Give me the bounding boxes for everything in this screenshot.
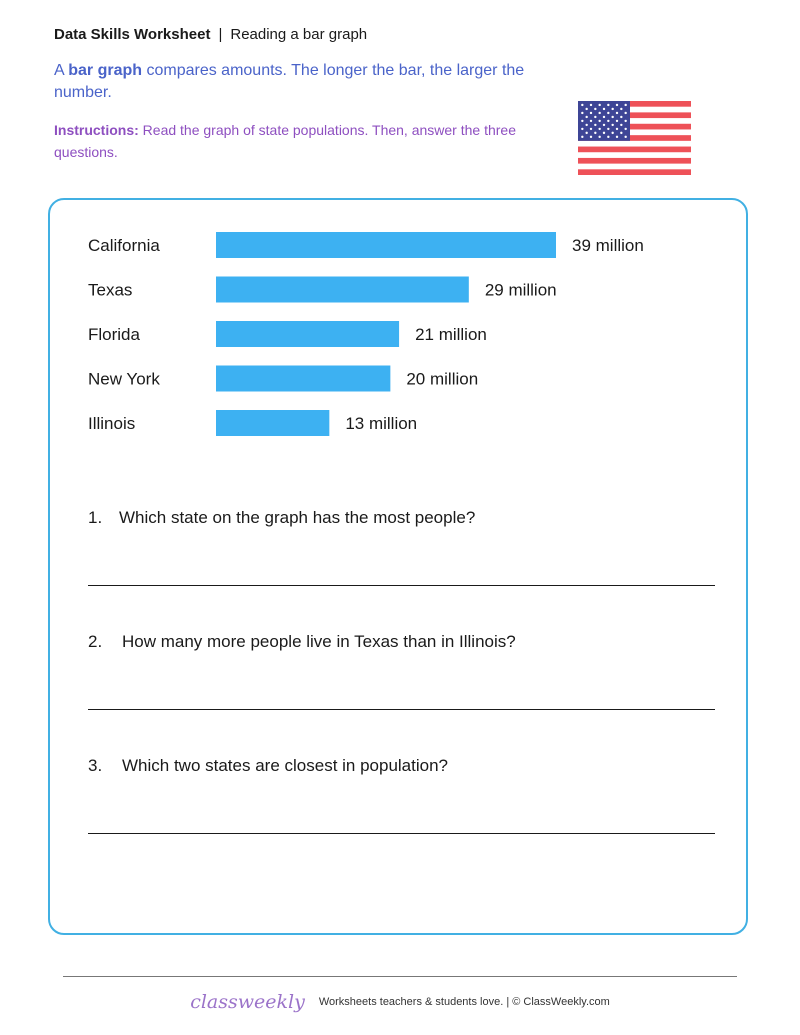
value-label: 29 million (484, 280, 557, 300)
category-label: California (88, 236, 160, 255)
flag-canton (578, 101, 630, 141)
flag-star (603, 132, 605, 134)
flag-star (581, 136, 583, 138)
flag-star (590, 112, 592, 114)
instructions-body: Read the graph of state populations. Then, answer the three questions. (54, 122, 516, 160)
flag-star (598, 104, 600, 106)
flag-star (594, 124, 596, 126)
flag-star (581, 112, 583, 114)
flag-star (611, 124, 613, 126)
flag-star (611, 132, 613, 134)
question-text: How many more people live in Texas than in Illinois? (122, 632, 516, 651)
bar-california (216, 232, 556, 258)
flag-star (590, 128, 592, 130)
instructions-label: Instructions: (54, 122, 139, 138)
worksheet-title: Data Skills Worksheet (54, 26, 211, 43)
intro-text (54, 60, 554, 104)
bar-florida (216, 321, 399, 347)
flag-star (598, 112, 600, 114)
intro-prefix: A (54, 62, 69, 79)
flag-star (585, 108, 587, 110)
flag-star (581, 104, 583, 106)
instructions-text (54, 119, 554, 163)
category-label: Texas (88, 280, 133, 300)
header-separator: | (218, 26, 223, 43)
answer-line-1[interactable] (88, 585, 715, 586)
question-text: Which state on the graph has the most people? (119, 508, 476, 527)
flag-star (585, 124, 587, 126)
question-text: Which two states are closest in population? (122, 756, 449, 775)
flag-star (603, 124, 605, 126)
flag-star (616, 136, 618, 138)
question-3 (88, 756, 448, 776)
flag-star (611, 116, 613, 118)
footer-tagline: Worksheets teachers & students love. | © ClassWeekly.com (318, 996, 610, 1008)
us-flag-icon (578, 101, 691, 175)
bar-texas (216, 277, 469, 303)
flag-star (607, 112, 609, 114)
intro-term: bar graph (68, 62, 143, 79)
flag-star (598, 136, 600, 138)
flag-stripe (578, 147, 691, 153)
flag-star (607, 128, 609, 130)
value-label: 39 million (572, 236, 644, 255)
population-bar-chart (50, 200, 750, 460)
flag-star (585, 116, 587, 118)
flag-star (590, 136, 592, 138)
flag-star (616, 128, 618, 130)
category-label: Illinois (88, 414, 136, 433)
flag-star (620, 124, 622, 126)
flag-star (607, 120, 609, 122)
flag-star (624, 112, 626, 114)
category-label: Florida (88, 325, 140, 344)
flag-star (585, 132, 587, 134)
flag-star (624, 120, 626, 122)
bar-new-york (216, 366, 390, 392)
flag-star (607, 136, 609, 138)
flag-star (590, 104, 592, 106)
flag-star (624, 136, 626, 138)
intro-rest: compares amounts. The longer the bar, the larger the number. (54, 62, 525, 101)
flag-star (620, 132, 622, 134)
flag-stripe (578, 169, 691, 175)
worksheet-header (54, 26, 367, 43)
flag-star (620, 108, 622, 110)
flag-star (598, 120, 600, 122)
answer-line-3[interactable] (88, 833, 715, 834)
worksheet-card (48, 198, 748, 935)
flag-star (603, 116, 605, 118)
flag-star (620, 116, 622, 118)
value-label: 20 million (406, 369, 479, 389)
flag-star (611, 108, 613, 110)
answer-line-2[interactable] (88, 709, 715, 710)
question-number: 1. (88, 508, 103, 527)
flag-star (581, 128, 583, 130)
footer (0, 991, 800, 1013)
value-label: 21 million (415, 325, 487, 344)
flag-star (607, 104, 609, 106)
flag-star (594, 132, 596, 134)
flag-star (598, 128, 600, 130)
flag-star (594, 116, 596, 118)
flag-star (616, 120, 618, 122)
flag-star (594, 108, 596, 110)
flag-star (624, 128, 626, 130)
category-label: New York (88, 369, 160, 389)
question-1 (88, 508, 475, 528)
footer-brand-logo: classweekly (190, 991, 305, 1013)
footer-divider (63, 976, 737, 977)
worksheet-subtitle: Reading a bar graph (230, 26, 368, 43)
flag-star (624, 104, 626, 106)
question-number: 3. (88, 756, 103, 775)
value-label: 13 million (345, 414, 418, 433)
flag-star (590, 120, 592, 122)
flag-star (616, 112, 618, 114)
question-number: 2. (88, 632, 103, 651)
bar-illinois (216, 410, 329, 436)
question-2 (88, 632, 516, 652)
flag-star (581, 120, 583, 122)
flag-stripe (578, 158, 691, 164)
flag-star (616, 104, 618, 106)
flag-star (603, 108, 605, 110)
